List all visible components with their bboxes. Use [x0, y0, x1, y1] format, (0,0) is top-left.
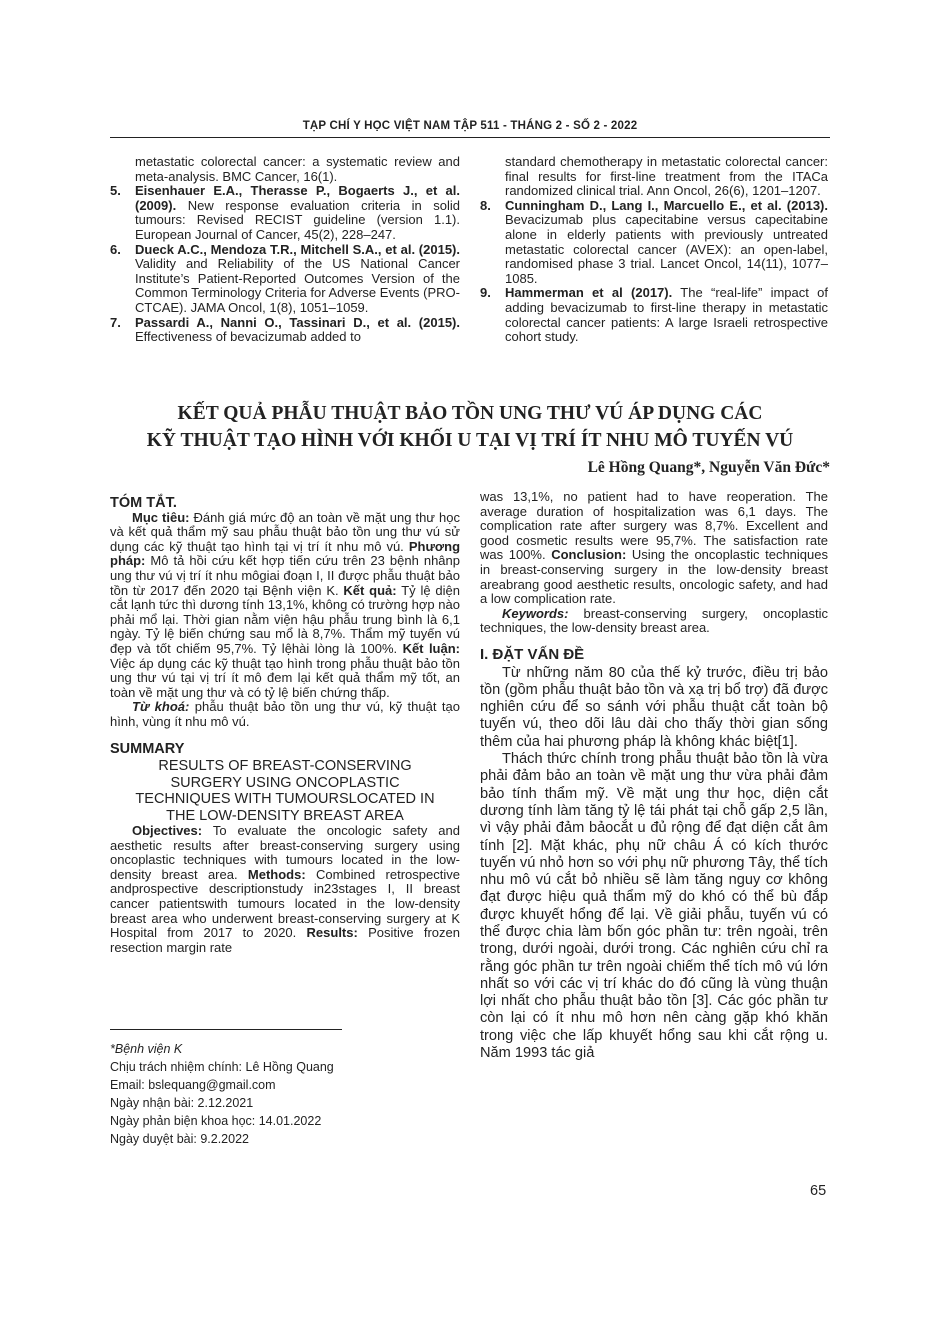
- keywords-vi: [110, 700, 460, 729]
- reference-item: [110, 184, 460, 242]
- intro-heading: I. ĐẶT VẤN ĐỀ: [480, 645, 585, 663]
- methods-text: Mô tả hồi cứu kết hợp tiến cứu trên 23 bệnh nhânp ung thư vú vị trí ít nhu môgiai đoạn I, II được phẫu thuật bảo tồn từ 2017 đến 2020 tại Bệnh viện K.: [110, 553, 460, 598]
- objective-text: Đánh giá mức độ an toàn về mặt ung thư học và kết quả thẩm mỹ sau phẫu thuật bảo tồn ung thư vú sử dụng các kỹ thuật tạo hình tại vị trí ít nhu mô vú.: [110, 509, 460, 554]
- footnote-responsible: Chịu trách nhiệm chính: Lê Hồng Quang: [110, 1060, 334, 1074]
- intro-column: [480, 490, 828, 1062]
- reference-authors: Dueck A.C., Mendoza T.R., Mitchell S.A., et al. (2015).: [135, 241, 460, 257]
- references-right-column: [480, 155, 828, 345]
- journal-running-header: TẠP CHÍ Y HỌC VIỆT NAM TẬP 511 - THÁNG 2 - SỐ 2 - 2022: [302, 120, 638, 132]
- results-label: Kết quả:: [343, 582, 397, 598]
- abstract-column: [110, 496, 460, 955]
- header-divider: [110, 137, 830, 138]
- reference-continuation: metastatic colorectal cancer: a systematic review and meta-analysis. BMC Cancer, 16(1).: [135, 154, 460, 184]
- footnote-accepted: Ngày duyệt bài: 9.2.2022: [110, 1132, 249, 1146]
- reference-continuation: standard chemotherapy in metastatic colorectal cancer: final results for first-line treatment from the ITACa randomized clinical trial. Ann Oncol, 26(6), 1201–1207.: [505, 154, 828, 199]
- reference-authors: Eisenhauer E.A., Therasse P., Bogaerts J., et al. (2009).: [135, 183, 460, 213]
- footnote-email: Email: bslequang@gmail.com: [110, 1078, 276, 1092]
- reference-item: [110, 316, 460, 345]
- reference-item: [480, 199, 828, 287]
- conclusion-label: Kết luận:: [402, 640, 460, 656]
- objectives-label: Objectives:: [132, 823, 203, 839]
- reference-text: Bevacizumab plus capecitabine versus capecitabine alone in elderly patients with previously untreated metastatic colorectal cancer (AVEX): an open-label, randomised phase 3 trial. Lancet Oncol, 14(11), 1077–1085.: [505, 212, 828, 286]
- article-title-line1: KẾT QUẢ PHẪU THUẬT BẢO TỒN UNG THƯ VÚ ÁP DỤNG CÁC: [177, 403, 763, 424]
- article-title: [110, 400, 830, 454]
- intro-paragraph-2: Thách thức chính trong phẫu thuật bảo tồn là vừa phải đảm bảo an toàn về mặt ung thư vừa phải đảm bảo tính thẩm mỹ. Về mặt ung thư học, diện cắt dương tính làm tăng tỷ lệ tái phát tại chỗ gấp 2,5 lần, vì vậy phải đảm bảocắt u đủ rộng để đạt diện cắt âm tính [2]. Mặt khác, phụ nữ châu Á có kích thước tuyến vú nhỏ hơn so với phụ nữ phương Tây, thể tích nhu mô vú cắt bỏ nhiều sẽ làm tăng nguy cơ không đạt được hiệu quả thẩm mỹ do khó có thể bù đắp được khuyết hổng để lại. Về giải phẫu, tuyến vú có thể được chia làm bốn góc phần tư: trên ngoài, trên trong, dưới ngoài, dưới trong. Các nghiên cứu chỉ ra rằng góc phần tư trên ngoài chiếm thể tích mô vú lớn nhất so với các vị trí khác do đó cũng là vùng thuận lợi nhất cho phẫu thuật bảo tồn [3]. Các góc phần tư còn lại có ít nhu mô hơn nên càng gặp khó khăn trong việc che lấp khuyết hổng sau khi cắt rộng u. Năm 1993 tác giả: [480, 751, 828, 1062]
- conclusion-text: Việc áp dụng các kỹ thuật tạo hình trong phẫu thuật bảo tồn ung thư vú tại vị trí ít mô đem lại kết quả thẩm mỹ tốt, an toàn về mặt ung thư và có tỷ lệ biến chứng thấp.: [110, 655, 460, 700]
- reference-text: Validity and Reliability of the US National Cancer Institute’s Patient-Reported Outcomes Version of the Common Terminology Criteria for Adverse Events (PRO-CTCAE). JAMA Oncol, 1(8), 1051–1059.: [135, 256, 460, 315]
- reference-number: 5.: [110, 183, 121, 199]
- results-en-label: Results:: [306, 925, 358, 941]
- reference-number: 8.: [480, 197, 491, 213]
- reference-authors: Hammerman et al (2017).: [505, 285, 673, 301]
- conclusion-en-text: Using the oncoplastic techniques in breast-conserving surgery in the low-density breast areabrang good aesthetic results, oncologic safety, and had a low complication rate.: [480, 547, 828, 607]
- reference-text: Effectiveness of bevacizumab added to: [135, 329, 361, 345]
- reference-authors: Cunningham D., Lang I., Marcuello E., et al. (2013).: [505, 197, 828, 213]
- results-en-text: Positive frozen resection margin rate: [110, 925, 460, 955]
- keywords-vi-label: Từ khoá:: [132, 699, 190, 715]
- results-en-cont: was 13,1%, no patient had to have reoperation. The average duration of hospitalization was 6,1 days. The complication rate after surgery was 8,7%. Excellent and good cosmetic results were 95,7%. The satisfaction rate was 100%.: [480, 489, 828, 563]
- summary-body: [110, 824, 460, 955]
- methods-label: Phương pháp:: [110, 538, 461, 569]
- results-text: Tỷ lệ diện cắt lạnh tức thì dương tính 13,1%, không có trường hợp nào phải mổ lại. Thời gian nằm viện hậu phẫu trung bình là 6,1 ngày. Tỷ lệ biến chứng sau mổ là 8,7%. Thẩm mỹ tuyến vú đẹp và tốt chiếm 95,7%. Tỷ lệhài lòng là 100%.: [110, 582, 460, 656]
- keywords-en-text: breast-conserving surgery, oncoplastic techniques, the low-density breast area.: [480, 605, 828, 636]
- footnotes: [110, 1040, 450, 1148]
- summary-title: RESULTS OF BREAST-CONSERVING SURGERY USING ONCOPLASTIC TECHNIQUES WITH TUMOURSLOCATED IN THE LOW-DENSITY BREAST AREA: [135, 758, 435, 824]
- methods-en-text: Combined retrospective andprospective descriptionstudy in23stages I, II breast cancer patientswith tumours located in the low-density breast area who underwent breast-conserving surgery at K Hospital from 2017 to 2020.: [110, 866, 460, 941]
- reference-item: [480, 286, 828, 344]
- objectives-text: To evaluate the oncologic safety and aesthetic results after breast-conserving surgery using oncoplastic techniques with tumours located in the low-density breast area.: [110, 823, 460, 882]
- abstract-vi-heading: TÓM TẮT.: [110, 495, 177, 511]
- abstract-vi-body: [110, 511, 460, 701]
- reference-number: 9.: [480, 285, 491, 301]
- article-authors: Lê Hồng Quang*, Nguyễn Văn Đức*: [587, 459, 830, 476]
- footnote-hospital: *Bệnh viện K: [110, 1042, 183, 1056]
- keywords-en-label: Keywords:: [502, 605, 569, 621]
- methods-en-label: Methods:: [247, 866, 306, 882]
- reference-number: 6.: [110, 241, 121, 257]
- summary-continuation: [480, 490, 828, 607]
- objective-label: Mục tiêu:: [132, 509, 190, 525]
- conclusion-en-label: Conclusion:: [551, 547, 627, 563]
- article-title-line2: KỸ THUẬT TẠO HÌNH VỚI KHỐI U TẠI VỊ TRÍ ÍT NHU MÔ TUYẾN VÚ: [146, 430, 794, 451]
- reference-number: 7.: [110, 314, 121, 330]
- reference-text: The “real-life” impact of adding bevacizumab to first-line therapy in metastatic colorectal cancer patients: A large Israeli retrospective cohort study.: [505, 285, 828, 345]
- intro-paragraph-1: Từ những năm 80 của thế kỷ trước, điều trị bảo tồn (gồm phẫu thuật bảo tồn và xạ trị bổ trợ) đã được nghiên cứu để so sánh với phẫu thuật cắt toàn bộ tuyến vú, theo dõi lâu dài cho thấy thời gian sống thêm của hai phương pháp là không khác biệt[1].: [480, 664, 828, 750]
- footnote-divider: [110, 1029, 342, 1030]
- reference-authors: Passardi A., Nanni O., Tassinari D., et al. (2015).: [135, 314, 460, 330]
- footnote-received: Ngày nhận bài: 2.12.2021: [110, 1096, 254, 1110]
- keywords-en: [480, 607, 828, 636]
- footnote-reviewed: Ngày phản biện khoa học: 14.01.2022: [110, 1114, 322, 1128]
- keywords-vi-text: phẫu thuật bảo tồn ung thư vú, kỹ thuật tạo hình, vùng ít nhu mô vú.: [110, 699, 460, 729]
- page-number: 65: [810, 1183, 827, 1199]
- reference-item: [110, 243, 460, 316]
- summary-heading: SUMMARY: [110, 740, 185, 757]
- references-left-column: [110, 155, 460, 345]
- reference-text: New response evaluation criteria in solid tumours: Revised RECIST guideline (version 1.1). European Journal of Cancer, 45(2), 228–247.: [135, 197, 460, 242]
